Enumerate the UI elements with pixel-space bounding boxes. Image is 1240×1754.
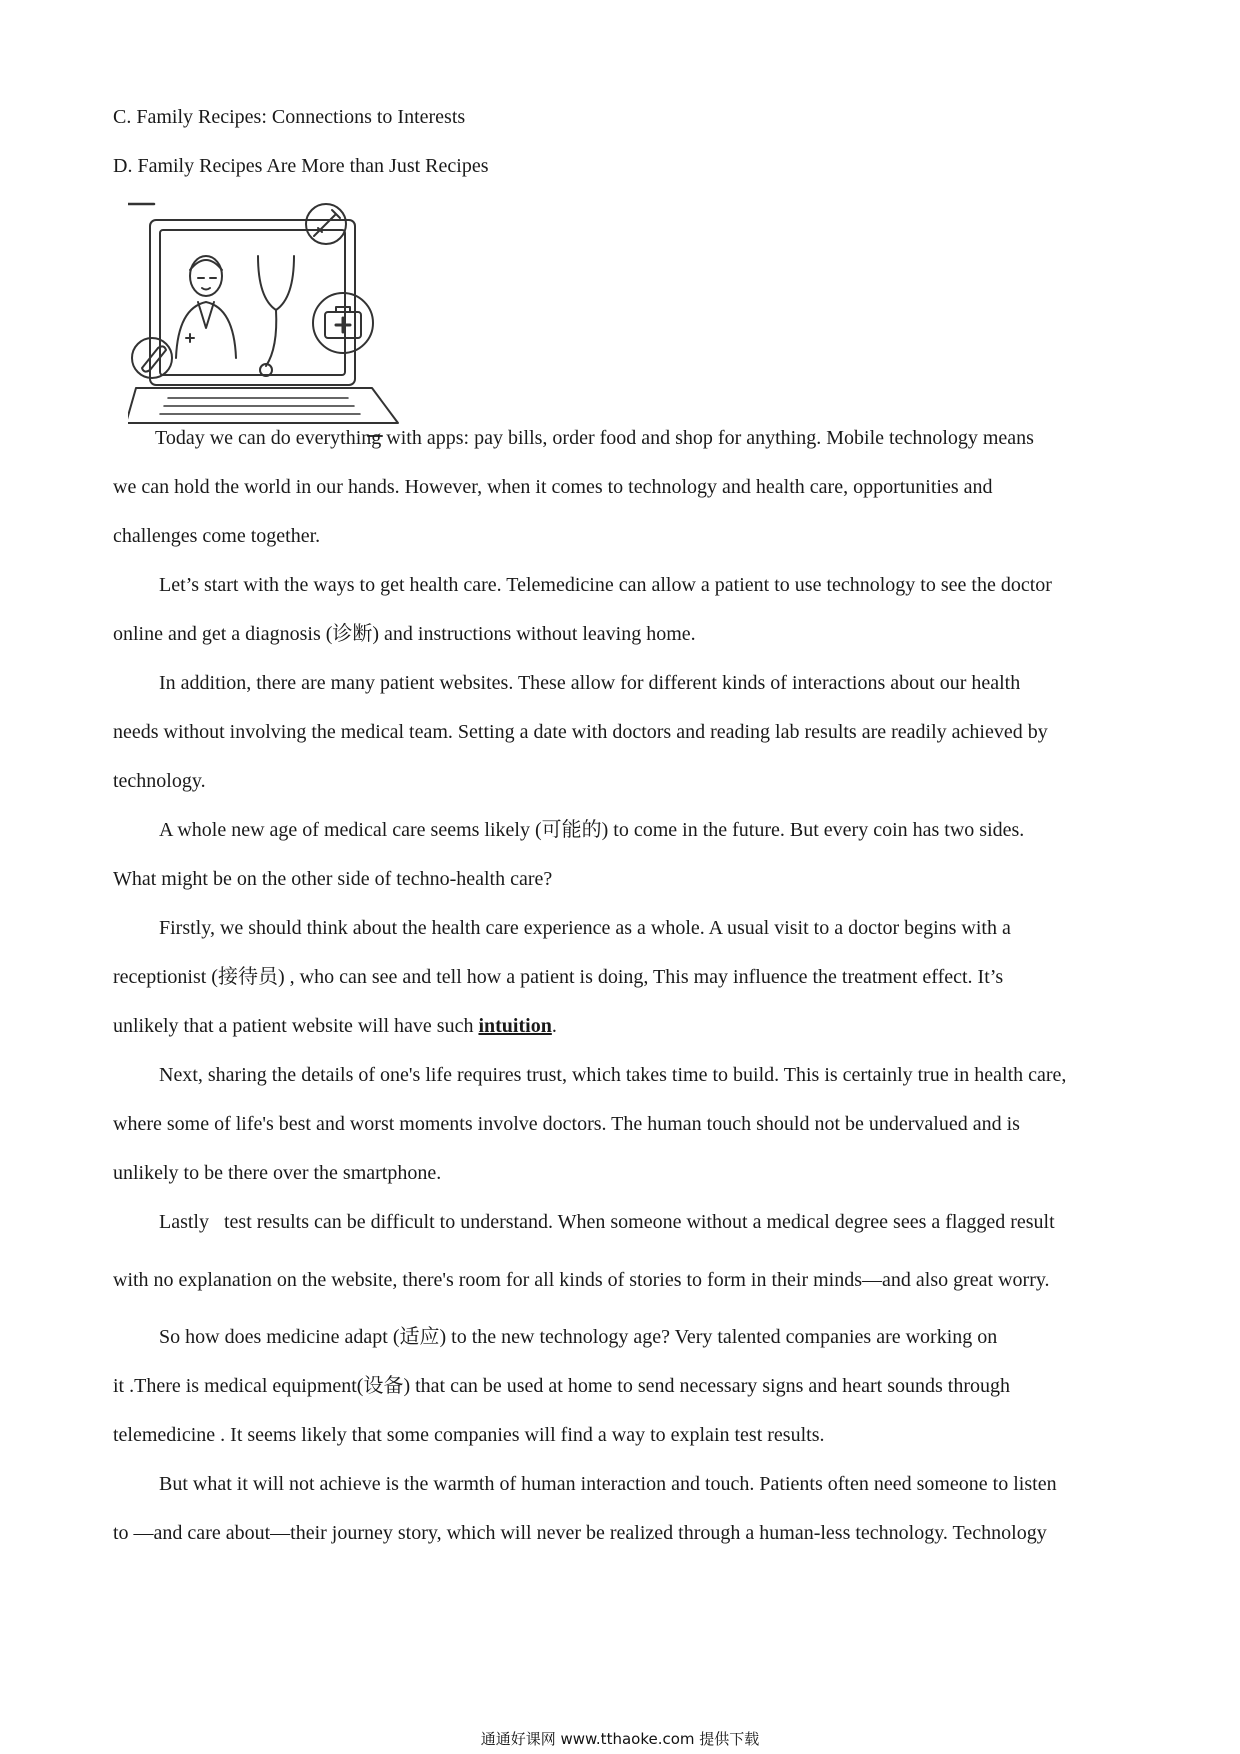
text-line: In addition, there are many patient websites. These allow for different kinds of interactions about our health: [159, 672, 1021, 694]
doctor-figure: [176, 256, 236, 358]
pills-icon: [132, 338, 172, 378]
first-aid-kit-icon: [313, 293, 373, 353]
stethoscope-icon: [258, 256, 294, 376]
text-span: .: [551, 1015, 557, 1037]
text-line: telemedicine . It seems likely that some companies will find a way to explain test results.: [113, 1424, 825, 1446]
text-line: to —and care about—their journey story, which will never be realized through a human-less technology. Technology: [113, 1522, 1047, 1544]
text-line: it .There is medical equipment(设备) that can be used at home to send necessary signs and heart sounds through: [113, 1375, 1010, 1397]
text-line: needs without involving the medical team. Setting a date with doctors and reading lab results are readily achieved by: [113, 721, 1048, 743]
syringe-icon: [306, 204, 346, 244]
option-c: C. Family Recipes: Connections to Interests: [113, 106, 466, 128]
text-line: technology.: [113, 770, 206, 792]
text-line: Firstly, we should think about the health care experience as a whole. A usual visit to a doctor begins with a: [159, 917, 1011, 939]
page-footer: 通通好课网 www.tthaoke.com 提供下载: [480, 1730, 760, 1748]
text-line: A whole new age of medical care seems likely (可能的) to come in the future. But every coin has two sides.: [159, 819, 1025, 841]
text-span: unlikely that a patient website will have such: [113, 1015, 479, 1037]
text-line: What might be on the other side of techno-health care?: [113, 868, 553, 890]
text-line: But what it will not achieve is the warmth of human interaction and touch. Patients often need someone to listen: [159, 1473, 1057, 1495]
text-line: So how does medicine adapt (适应) to the new technology age? Very talented companies are working on: [159, 1326, 998, 1348]
text-line: we can hold the world in our hands. However, when it comes to technology and health care, opportunities and: [113, 476, 993, 498]
passage: [113, 414, 1135, 1558]
text-line: Next, sharing the details of one's life requires trust, which takes time to build. This is certainly true in health care,: [159, 1064, 1067, 1086]
text-line: challenges come together.: [113, 525, 321, 547]
text-line: online and get a diagnosis (诊断) and instructions without leaving home.: [113, 623, 696, 645]
text-line: with no explanation on the website, there's room for all kinds of stories to form in their minds—and also great worry.: [113, 1269, 1050, 1291]
text-line: where some of life's best and worst moments involve doctors. The human touch should not be undervalued and is: [113, 1113, 1020, 1135]
text-line: [113, 1002, 1135, 1051]
text-line: Lastly test results can be difficult to understand. When someone without a medical degree sees a flagged result: [159, 1211, 1055, 1233]
option-d: D. Family Recipes Are More than Just Recipes: [113, 155, 489, 177]
text-line: receptionist (接待员) , who can see and tell how a patient is doing, This may influence the treatment effect. It’s: [113, 966, 1004, 988]
text-line: Today we can do everything with apps: pay bills, order food and shop for anything. Mobile technology means: [155, 427, 1034, 449]
text-line: Let’s start with the ways to get health care. Telemedicine can allow a patient to use technology to see the doctor: [159, 574, 1052, 596]
underlined-word-intuition: intuition: [478, 1015, 552, 1037]
telemedicine-illustration: [128, 198, 418, 443]
text-line: unlikely to be there over the smartphone.: [113, 1162, 442, 1184]
